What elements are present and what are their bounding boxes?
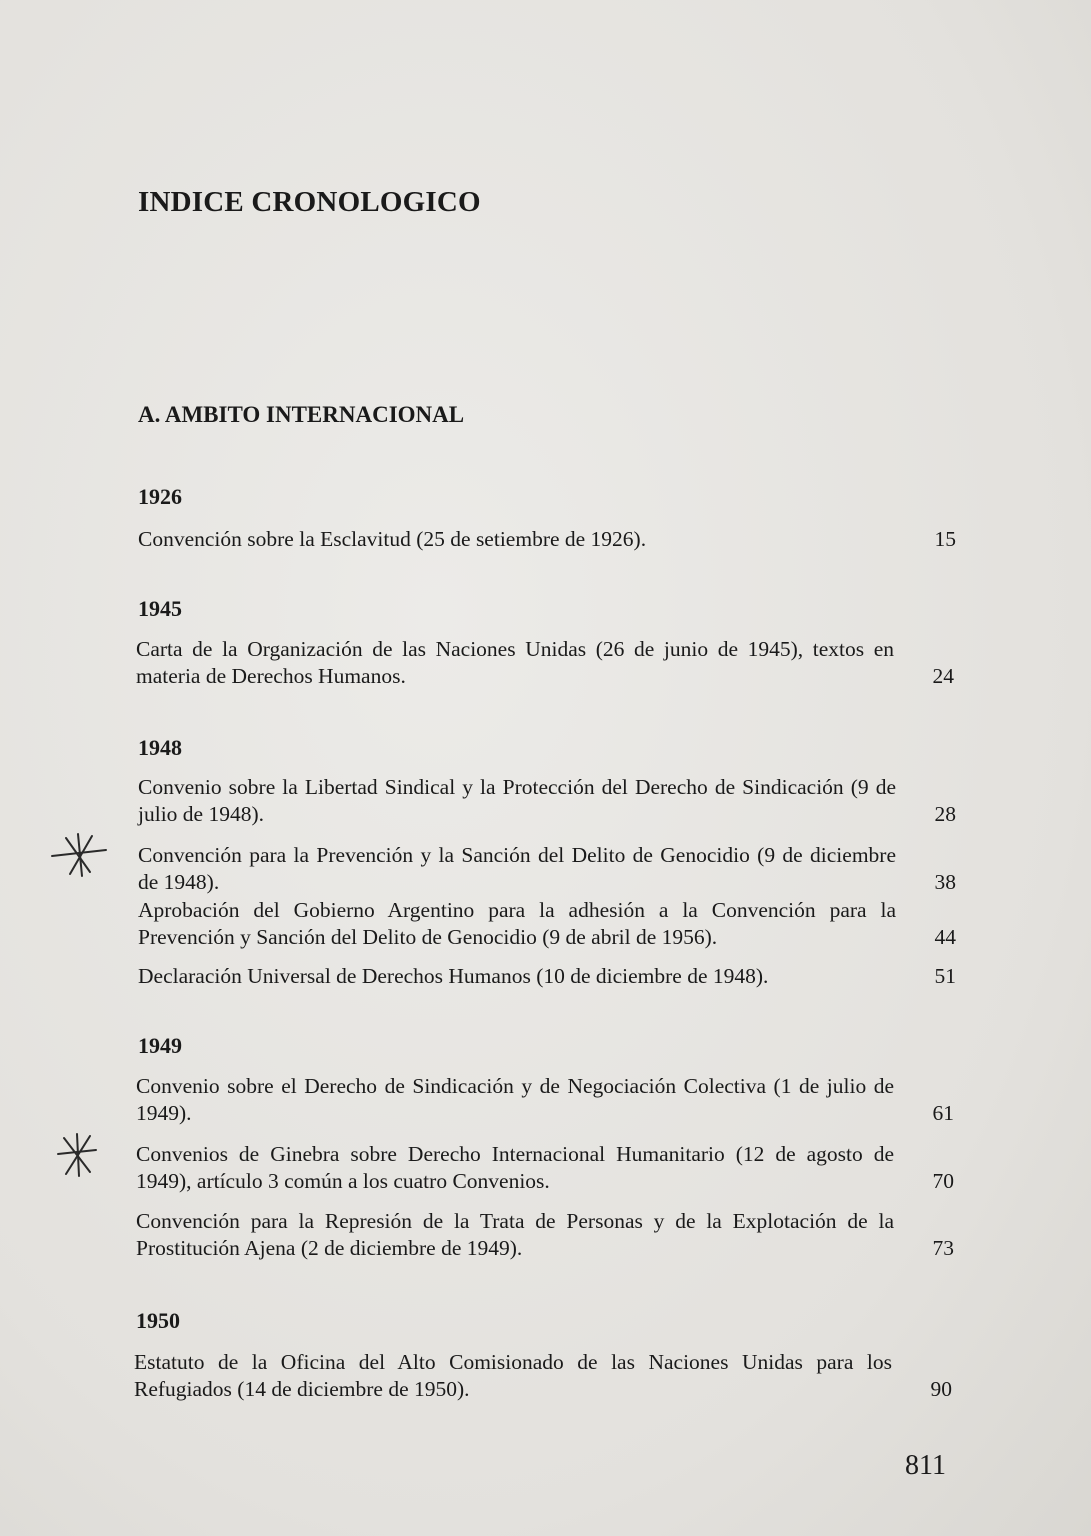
- entry-title: Convenio sobre el Derecho de Sindicación y de Negociación Colectiva (1 de julio de 1949).: [136, 1074, 894, 1125]
- entry-page: 28: [934, 802, 956, 826]
- entry-title: Convenios de Ginebra sobre Derecho Internacional Humanitario (12 de agosto de 1949), artículo 3 común a los cuatro Convenios.: [136, 1142, 894, 1193]
- entry-page: 38: [934, 870, 956, 894]
- year-heading-1948: 1948: [138, 735, 182, 760]
- entry-title: Convención para la Prevención y la Sanción del Delito de Genocidio (9 de diciembre de 1948).: [138, 843, 896, 894]
- entry-page: 44: [934, 925, 956, 949]
- entry-page: 73: [932, 1236, 954, 1260]
- entry-page: 15: [934, 527, 956, 551]
- entry-title: Convención para la Represión de la Trata de Personas y de la Explotación de la Prostitución Ajena (2 de diciembre de 1949).: [136, 1209, 894, 1260]
- entry-page: 90: [930, 1377, 952, 1401]
- index-entry: [134, 1349, 952, 1403]
- index-entry: [138, 526, 956, 553]
- entry-page: 24: [932, 664, 954, 688]
- entry-title: Carta de la Organización de las Naciones Unidas (26 de junio de 1945), textos en materia de Derechos Humanos.: [136, 637, 894, 688]
- page-number: 811: [905, 1450, 946, 1481]
- index-entry: [136, 1141, 954, 1195]
- handwritten-asterisk-icon: [50, 1130, 114, 1180]
- entry-page: 51: [934, 964, 956, 988]
- entry-title: Convenio sobre la Libertad Sindical y la Protección del Derecho de Sindicación (9 de julio de 1948).: [138, 775, 896, 826]
- index-entry: [136, 1208, 954, 1262]
- index-entry: [138, 842, 956, 896]
- index-entry: [136, 1073, 954, 1127]
- page-title: INDICE CRONOLOGICO: [138, 186, 481, 218]
- year-heading-1950: 1950: [136, 1308, 180, 1333]
- year-heading-1945: 1945: [138, 596, 182, 621]
- year-heading-1949: 1949: [138, 1033, 182, 1058]
- index-entry: [138, 774, 956, 828]
- index-entry: [136, 636, 954, 690]
- entry-title: Estatuto de la Oficina del Alto Comisionado de las Naciones Unidas para los Refugiados (14 de diciembre de 1950).: [134, 1350, 892, 1401]
- entry-title: Convención sobre la Esclavitud (25 de setiembre de 1926).: [138, 527, 647, 551]
- handwritten-asterisk-icon: [48, 830, 112, 880]
- index-entry: [138, 897, 956, 951]
- entry-title: Aprobación del Gobierno Argentino para la adhesión a la Convención para la Prevención y Sanción del Delito de Genocidio (9 de abril de 1956).: [138, 898, 896, 949]
- year-heading-1926: 1926: [138, 484, 182, 509]
- entry-page: 61: [932, 1101, 954, 1125]
- index-entry: [138, 963, 956, 990]
- entry-page: 70: [932, 1169, 954, 1193]
- section-heading: A. AMBITO INTERNACIONAL: [138, 402, 465, 427]
- entry-title: Declaración Universal de Derechos Humanos (10 de diciembre de 1948).: [138, 964, 769, 988]
